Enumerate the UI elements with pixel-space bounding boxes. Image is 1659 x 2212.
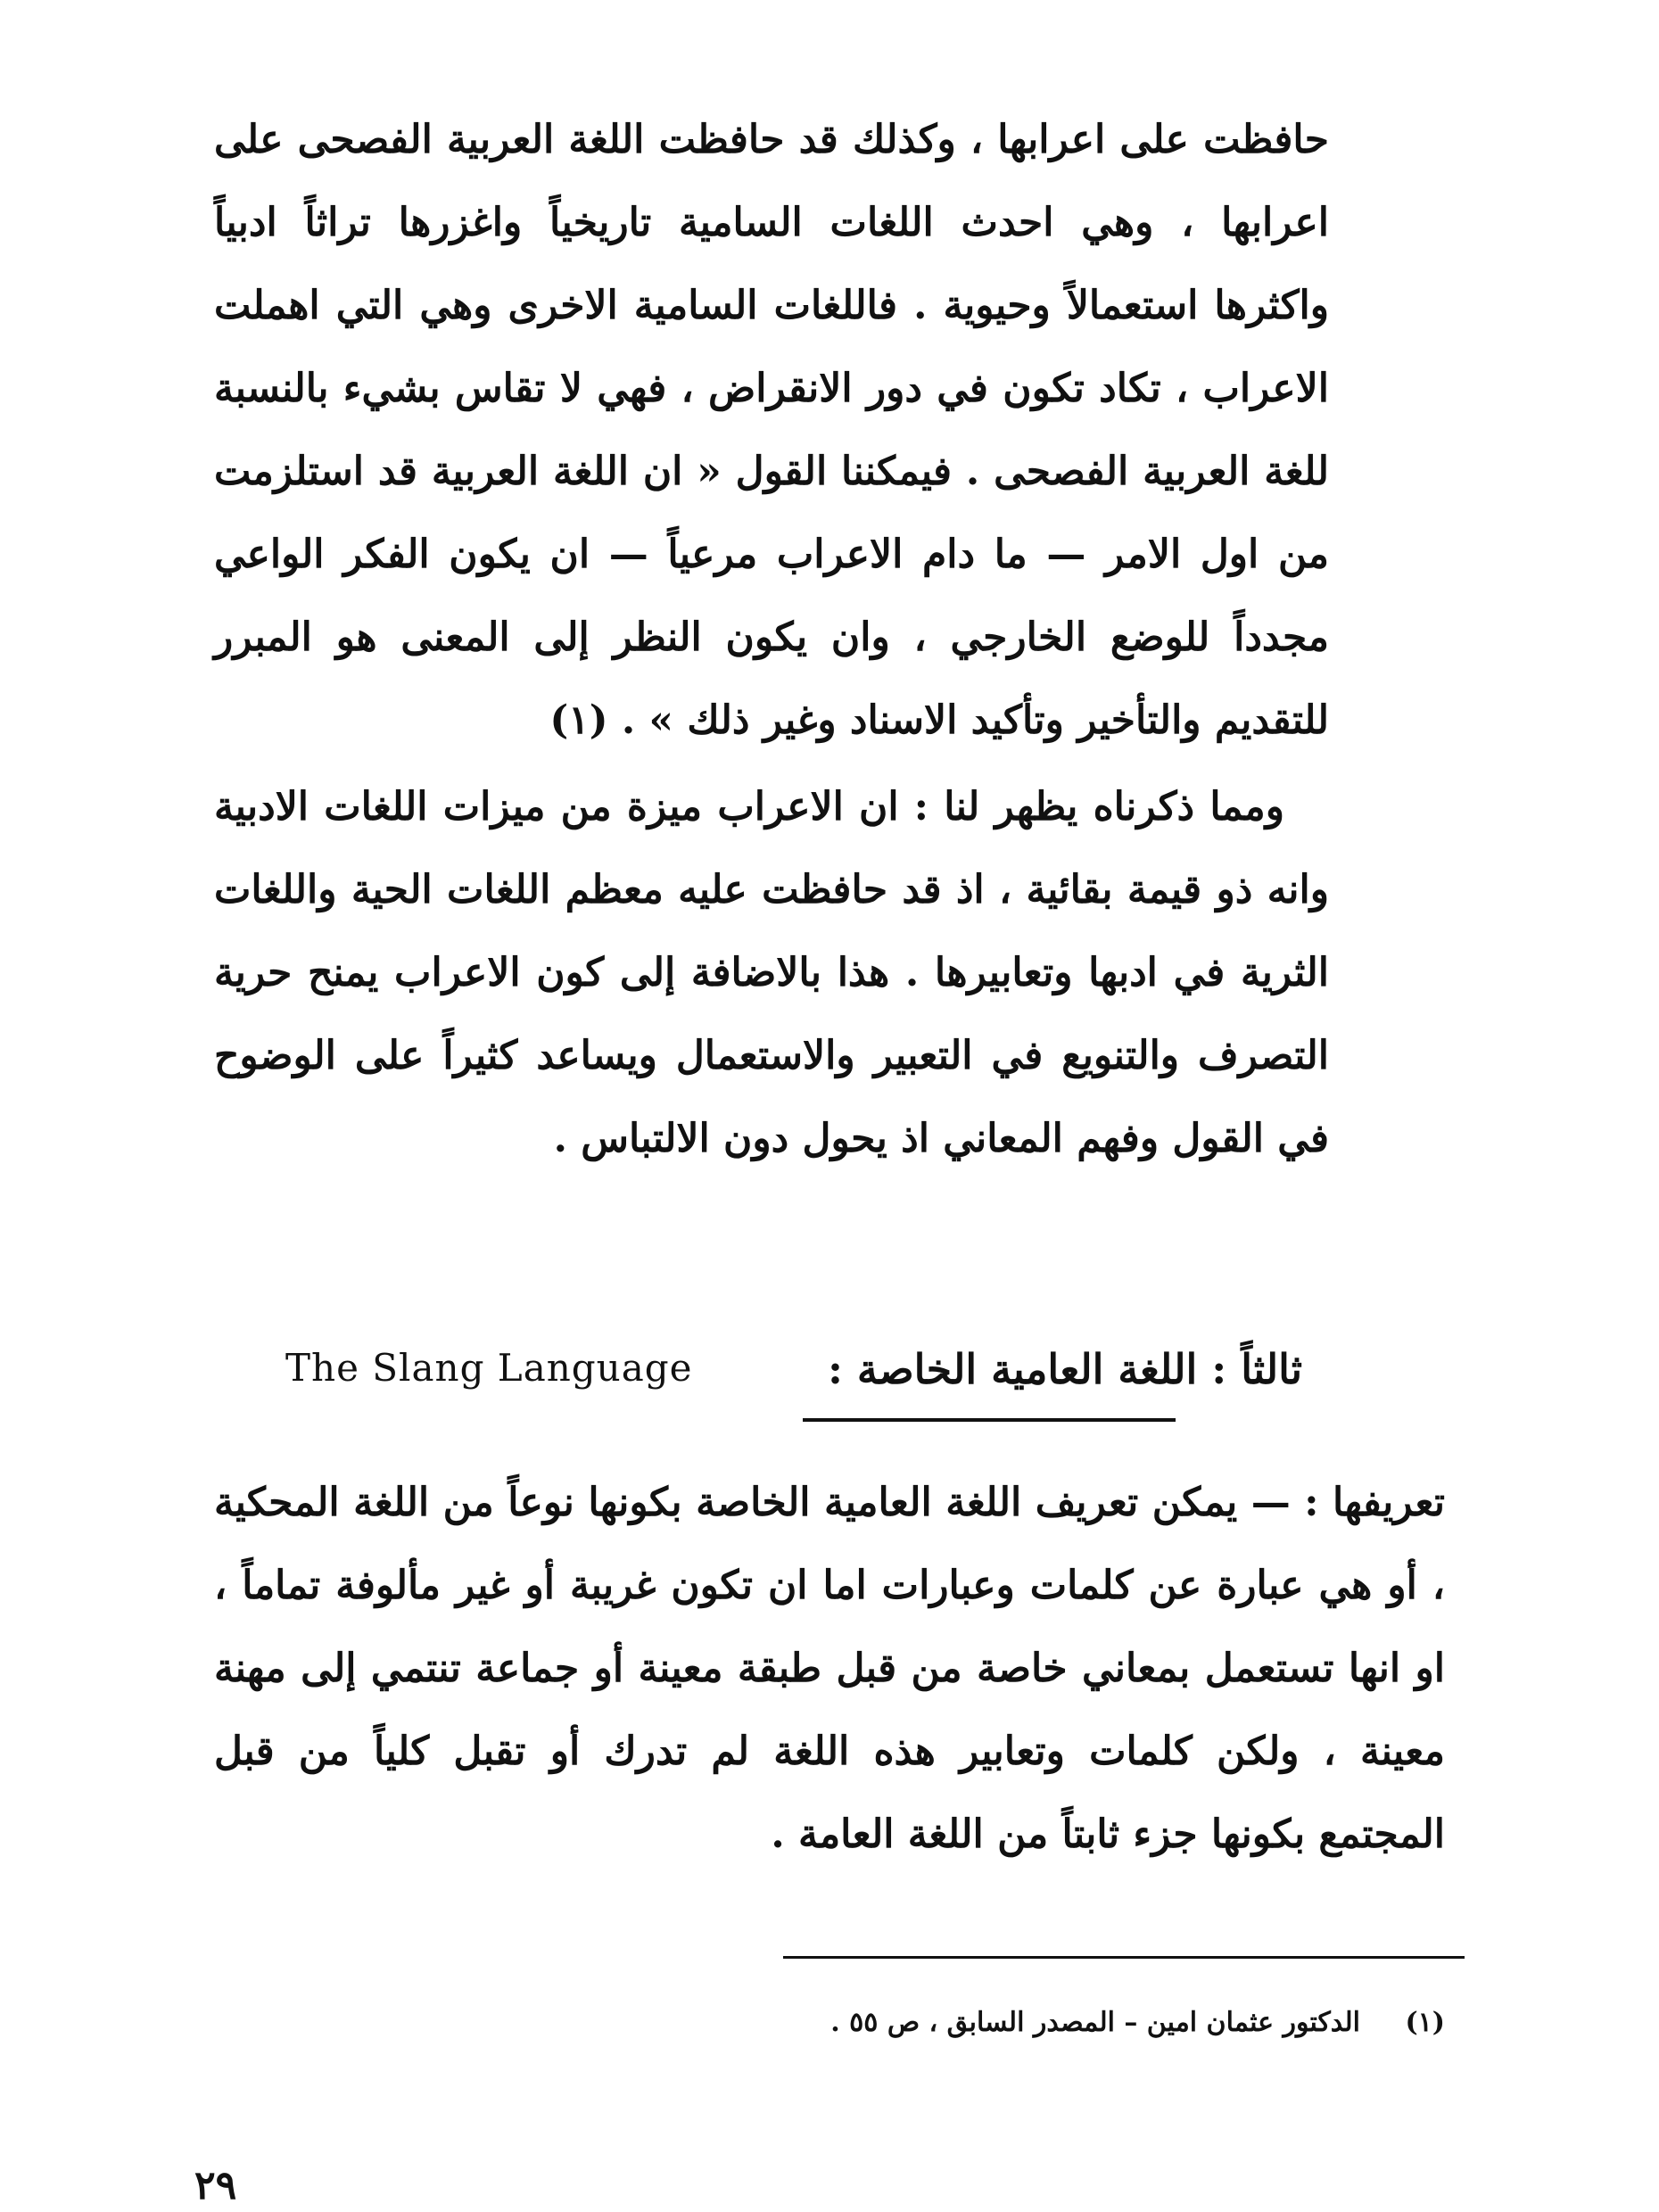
footnote-text: الدكتور عثمان امين – المصدر السابق ، ص ٥٥ . [830,2007,1361,2038]
section-heading-arabic: ثالثاً : اللغة العامية الخاصة : [827,1345,1302,1393]
paragraph-1: حافظت على اعرابها ، وكذلك قد حافظت اللغة العربية الفصحى على اعرابها ، وهي احدث اللغات السامية تاريخياً واغزرها تراثاً ادبياً واكثرها استعمالاً وحيوية . فاللغات السامية الاخرى وهي التي اهملت الاعراب ، تكاد تكون في دور الانقراض ، فهي لا تقاس بشيء بالنسبة للغة العربية الفصحى . فيمكننا القول « ان اللغة العربية قد استلزمت من اول الامر — ما دام الاعراب مرعياً — ان يكون الفكر الواعي مجدداً للوضع الخارجي ، وان يكون النظر إلى المعنى هو المبرر للتقديم والتأخير وتأكيد الاسناد وغير ذلك » . (١) [214,117,1329,743]
paragraph-2: ومما ذكرناه يظهر لنا : ان الاعراب ميزة من ميزات اللغات الادبية وانه ذو قيمة بقائية ، اذ قد حافظت عليه معظم اللغات الحية واللغات الثرية في ادبها وتعابيرها . هذا بالاضافة إلى كون الاعراب يمنح حرية التصرف والتنويع في التعبير والاستعمال ويساعد كثيراً على الوضوح في القول وفهم المعاني اذ يحول دون الالتباس . [214,784,1329,1161]
paragraph-3: تعريفها : — يمكن تعريف اللغة العامية الخاصة بكونها نوعاً من اللغة المحكية ، أو هي عبارة عن كلمات وعبارات اما ان تكون غريبة أو غير مألوفة تماماً ، او انها تستعمل بمعاني خاصة من قبل طبقة معينة أو جماعة تنتمي إلى مهنة معينة ، ولكن كلمات وتعابير هذه اللغة لم تدرك أو تقبل كلياً من قبل المجتمع بكونها جزء ثابتاً من اللغة العامة . [214,1480,1446,1857]
heading-underline [803,1418,1176,1422]
section-heading [285,1333,1302,1405]
section-heading-english: The Slang Language [285,1346,693,1390]
footnote [731,2007,1445,2038]
footnote-separator [783,1956,1465,1959]
page-number: ٢٩ [194,2163,237,2208]
footnote-marker: (١) [1405,2007,1445,2038]
